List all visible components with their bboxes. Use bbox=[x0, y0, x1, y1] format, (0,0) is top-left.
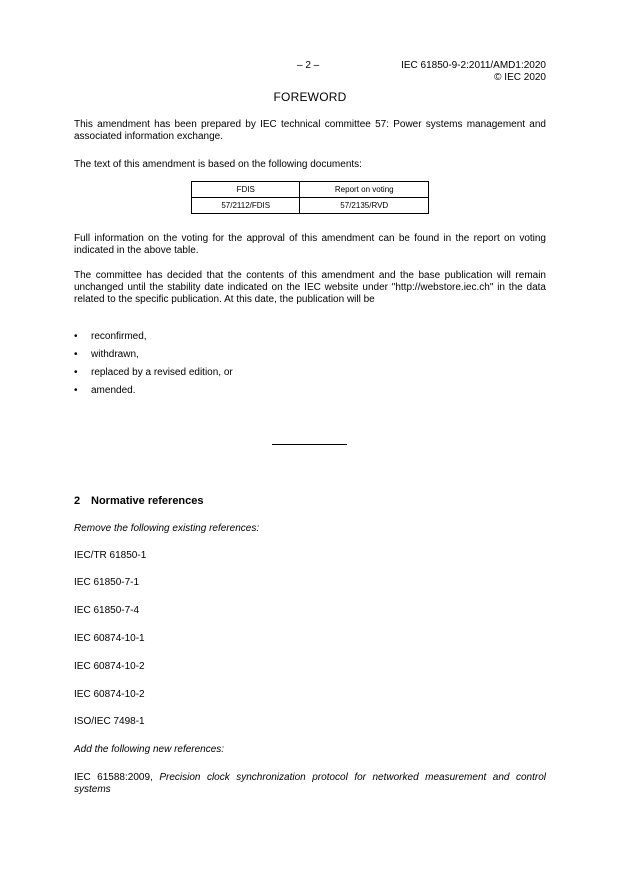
list-item: • amended. bbox=[74, 385, 136, 396]
list-item: • withdrawn, bbox=[74, 349, 139, 360]
bullet-icon: • bbox=[74, 331, 78, 342]
foreword-based-on: The text of this amendment is based on the following documents: bbox=[74, 159, 362, 170]
foreword-full-info: Full information on the voting for the approval of this amendment can be found in the report on voting indicated in the above table. bbox=[74, 233, 546, 256]
removed-reference: IEC 61850-7-4 bbox=[74, 605, 140, 616]
copyright: © IEC 2020 bbox=[494, 72, 546, 83]
removed-reference: IEC 60874-10-2 bbox=[74, 689, 145, 700]
publication-options-list bbox=[74, 331, 233, 403]
removed-reference: IEC 61850-7-1 bbox=[74, 577, 140, 588]
bullet-icon: • bbox=[74, 349, 78, 360]
table-header-row bbox=[192, 182, 429, 198]
new-reference bbox=[74, 772, 546, 796]
standard-id: IEC 61850-9-2:2011/AMD1:2020 bbox=[401, 60, 546, 71]
new-reference-id: IEC 61588:2009, bbox=[74, 772, 153, 783]
removed-reference: IEC 60874-10-1 bbox=[74, 633, 145, 644]
remove-instruction: Remove the following existing references: bbox=[74, 523, 260, 534]
foreword-title: FOREWORD bbox=[273, 90, 347, 104]
section-divider bbox=[272, 444, 347, 445]
table-header-report: Report on voting bbox=[300, 182, 429, 198]
section-number: 2 bbox=[74, 495, 81, 507]
list-item: • replaced by a revised edition, or bbox=[74, 367, 233, 378]
section-heading bbox=[74, 495, 204, 507]
table-cell-fdis: 57/2112/FDIS bbox=[192, 198, 300, 214]
new-reference-title: Precision clock synchronization protocol for networked measurement and control systems bbox=[74, 772, 547, 795]
section-title: Normative references bbox=[91, 495, 204, 507]
table-cell-rvd: 57/2135/RVD bbox=[300, 198, 429, 214]
table-row bbox=[192, 198, 429, 214]
add-instruction: Add the following new references: bbox=[74, 744, 225, 755]
removed-reference: IEC/TR 61850-1 bbox=[74, 550, 147, 561]
removed-reference: IEC 60874-10-2 bbox=[74, 661, 145, 672]
standard-header bbox=[401, 60, 546, 84]
table-header-fdis: FDIS bbox=[192, 182, 300, 198]
list-item: • reconfirmed, bbox=[74, 331, 147, 342]
foreword-stability: The committee has decided that the contents of this amendment and the base publication will remain unchanged until the stability date indicated on the IEC website under "http://webstore.iec.ch" in the data related to the specific publication. At this date, the publication will be bbox=[74, 270, 546, 305]
removed-reference: ISO/IEC 7498-1 bbox=[74, 716, 145, 727]
bullet-icon: • bbox=[74, 385, 78, 396]
voting-table bbox=[191, 181, 429, 214]
page-number: – 2 – bbox=[297, 60, 320, 71]
foreword-intro: This amendment has been prepared by IEC technical committee 57: Power systems management and associated information exchange. bbox=[74, 119, 546, 142]
bullet-icon: • bbox=[74, 367, 78, 378]
